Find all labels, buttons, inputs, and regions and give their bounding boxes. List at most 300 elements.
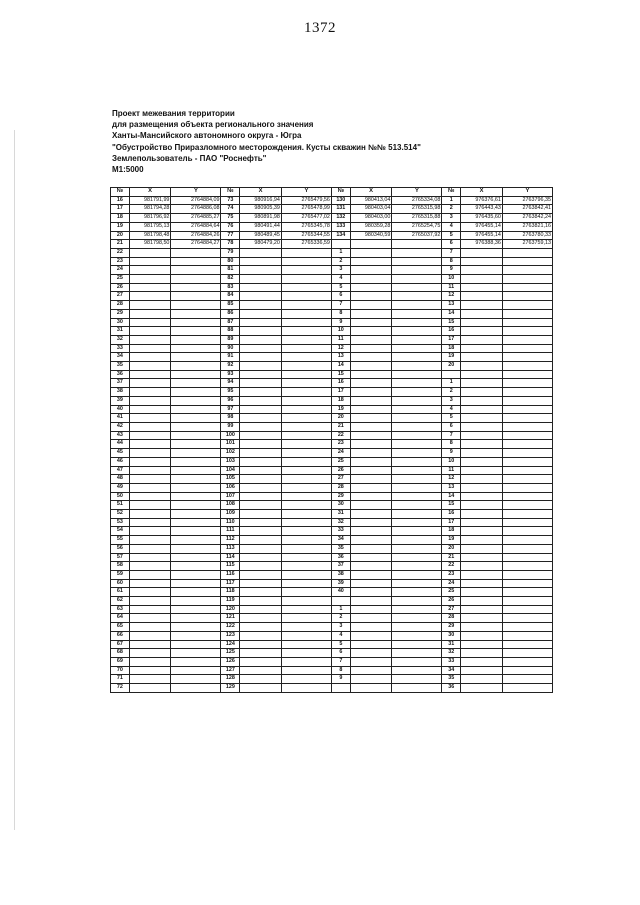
y-coordinate-cell xyxy=(502,466,552,475)
point-number-cell: 64 xyxy=(111,614,130,623)
x-coordinate-cell xyxy=(240,248,282,257)
x-coordinate-cell xyxy=(129,666,171,675)
point-number-cell: 92 xyxy=(221,362,240,371)
y-coordinate-cell xyxy=(392,370,442,379)
table-row xyxy=(111,405,553,414)
y-coordinate-cell: 2765037,92 xyxy=(392,231,442,240)
y-coordinate-cell xyxy=(281,388,331,397)
x-coordinate-cell xyxy=(240,492,282,501)
x-coordinate-cell: 981798,50 xyxy=(129,240,171,249)
x-coordinate-cell xyxy=(129,362,171,371)
x-coordinate-cell: 981796,92 xyxy=(129,214,171,223)
y-coordinate-cell xyxy=(281,431,331,440)
table-row xyxy=(111,475,553,484)
y-coordinate-cell xyxy=(171,527,221,536)
y-coordinate-cell xyxy=(281,483,331,492)
y-coordinate-cell xyxy=(171,510,221,519)
y-coordinate-cell xyxy=(502,248,552,257)
header-line-region: Ханты-Мансийского автономного округа - Югра xyxy=(112,131,302,141)
table-row xyxy=(111,623,553,632)
table-row xyxy=(111,640,553,649)
point-number-cell: 26 xyxy=(111,283,130,292)
x-coordinate-cell xyxy=(461,623,503,632)
point-number-cell: 21 xyxy=(442,553,461,562)
y-coordinate-cell xyxy=(281,414,331,423)
point-number-cell: 7 xyxy=(331,657,350,666)
y-coordinate-cell xyxy=(171,318,221,327)
x-coordinate-cell xyxy=(350,379,392,388)
point-number-cell: 95 xyxy=(221,388,240,397)
y-coordinate-cell xyxy=(171,414,221,423)
point-number-cell: 28 xyxy=(331,483,350,492)
y-coordinate-cell xyxy=(502,492,552,501)
x-coordinate-cell xyxy=(240,579,282,588)
point-number-cell: 51 xyxy=(111,501,130,510)
x-coordinate-cell: 980340,59 xyxy=(350,231,392,240)
point-number-cell: 12 xyxy=(442,475,461,484)
x-coordinate-cell xyxy=(461,657,503,666)
y-coordinate-cell xyxy=(281,640,331,649)
x-coordinate-cell xyxy=(350,579,392,588)
y-coordinate-cell xyxy=(171,588,221,597)
point-number-cell: 100 xyxy=(221,431,240,440)
point-number-cell: 9 xyxy=(331,318,350,327)
point-number-cell: 42 xyxy=(111,422,130,431)
column-header: Y xyxy=(502,188,552,197)
point-number-cell: 52 xyxy=(111,510,130,519)
point-number-cell: 99 xyxy=(221,422,240,431)
column-header: Y xyxy=(171,188,221,197)
point-number-cell: 126 xyxy=(221,657,240,666)
x-coordinate-cell xyxy=(461,422,503,431)
table-row xyxy=(111,614,553,623)
point-number-cell: 131 xyxy=(331,205,350,214)
y-coordinate-cell xyxy=(171,553,221,562)
y-coordinate-cell xyxy=(392,449,442,458)
point-number-cell: 127 xyxy=(221,666,240,675)
x-coordinate-cell xyxy=(129,631,171,640)
x-coordinate-cell xyxy=(240,527,282,536)
header-line-scale: М1:5000 xyxy=(112,165,144,175)
point-number-cell: 80 xyxy=(221,257,240,266)
x-coordinate-cell xyxy=(350,605,392,614)
x-coordinate-cell xyxy=(240,335,282,344)
y-coordinate-cell xyxy=(281,292,331,301)
x-coordinate-cell xyxy=(240,457,282,466)
point-number-cell: 40 xyxy=(111,405,130,414)
x-coordinate-cell xyxy=(129,388,171,397)
point-number-cell: 86 xyxy=(221,309,240,318)
point-number-cell: 67 xyxy=(111,640,130,649)
point-number-cell: 18 xyxy=(442,527,461,536)
table-row xyxy=(111,675,553,684)
x-coordinate-cell xyxy=(461,335,503,344)
x-coordinate-cell xyxy=(461,544,503,553)
x-coordinate-cell xyxy=(240,597,282,606)
y-coordinate-cell xyxy=(281,536,331,545)
point-number-cell: 28 xyxy=(442,614,461,623)
y-coordinate-cell xyxy=(171,684,221,693)
y-coordinate-cell xyxy=(392,388,442,397)
x-coordinate-cell xyxy=(350,257,392,266)
y-coordinate-cell xyxy=(392,527,442,536)
y-coordinate-cell xyxy=(171,666,221,675)
point-number-cell: 108 xyxy=(221,501,240,510)
y-coordinate-cell xyxy=(392,597,442,606)
column-header: X xyxy=(461,188,503,197)
point-number-cell: 34 xyxy=(442,666,461,675)
x-coordinate-cell xyxy=(240,544,282,553)
y-coordinate-cell xyxy=(281,657,331,666)
point-number-cell: 32 xyxy=(442,649,461,658)
point-number-cell: 63 xyxy=(111,605,130,614)
point-number-cell: 2 xyxy=(442,388,461,397)
y-coordinate-cell xyxy=(171,623,221,632)
point-number-cell: 38 xyxy=(331,570,350,579)
point-number-cell: 62 xyxy=(111,597,130,606)
y-coordinate-cell xyxy=(171,362,221,371)
point-number-cell: 20 xyxy=(442,544,461,553)
y-coordinate-cell xyxy=(171,388,221,397)
x-coordinate-cell xyxy=(461,518,503,527)
point-number-cell: 32 xyxy=(111,335,130,344)
x-coordinate-cell xyxy=(129,457,171,466)
y-coordinate-cell xyxy=(502,405,552,414)
y-coordinate-cell xyxy=(392,675,442,684)
x-coordinate-cell xyxy=(350,422,392,431)
x-coordinate-cell xyxy=(461,266,503,275)
y-coordinate-cell xyxy=(281,631,331,640)
x-coordinate-cell xyxy=(240,570,282,579)
x-coordinate-cell xyxy=(461,666,503,675)
x-coordinate-cell xyxy=(461,414,503,423)
x-coordinate-cell xyxy=(129,544,171,553)
x-coordinate-cell xyxy=(129,553,171,562)
y-coordinate-cell xyxy=(281,457,331,466)
point-number-cell: 109 xyxy=(221,510,240,519)
point-number-cell: 2 xyxy=(331,614,350,623)
x-coordinate-cell xyxy=(350,657,392,666)
x-coordinate-cell xyxy=(461,457,503,466)
x-coordinate-cell xyxy=(350,457,392,466)
x-coordinate-cell: 980916,94 xyxy=(240,196,282,205)
table-row xyxy=(111,283,553,292)
y-coordinate-cell xyxy=(281,449,331,458)
x-coordinate-cell xyxy=(240,309,282,318)
x-coordinate-cell: 981791,99 xyxy=(129,196,171,205)
x-coordinate-cell xyxy=(350,510,392,519)
point-number-cell: 14 xyxy=(442,309,461,318)
y-coordinate-cell xyxy=(171,449,221,458)
point-number-cell: 22 xyxy=(442,562,461,571)
point-number-cell: 2 xyxy=(442,205,461,214)
x-coordinate-cell xyxy=(129,318,171,327)
point-number-cell: 22 xyxy=(331,431,350,440)
point-number-cell: 111 xyxy=(221,527,240,536)
y-coordinate-cell xyxy=(171,440,221,449)
x-coordinate-cell xyxy=(129,675,171,684)
y-coordinate-cell: 2764886,08 xyxy=(171,205,221,214)
x-coordinate-cell xyxy=(240,388,282,397)
table-row xyxy=(111,275,553,284)
y-coordinate-cell xyxy=(171,675,221,684)
y-coordinate-cell xyxy=(171,475,221,484)
y-coordinate-cell: 2763842,24 xyxy=(502,214,552,223)
x-coordinate-cell xyxy=(350,475,392,484)
point-number-cell: 19 xyxy=(442,353,461,362)
y-coordinate-cell xyxy=(502,370,552,379)
y-coordinate-cell xyxy=(171,353,221,362)
x-coordinate-cell xyxy=(129,640,171,649)
y-coordinate-cell xyxy=(392,257,442,266)
table-row xyxy=(111,588,553,597)
y-coordinate-cell xyxy=(171,344,221,353)
y-coordinate-cell xyxy=(392,562,442,571)
x-coordinate-cell xyxy=(350,362,392,371)
y-coordinate-cell xyxy=(171,657,221,666)
x-coordinate-cell xyxy=(129,466,171,475)
y-coordinate-cell xyxy=(171,614,221,623)
y-coordinate-cell xyxy=(392,553,442,562)
point-number-cell: 130 xyxy=(331,196,350,205)
point-number-cell: 47 xyxy=(111,466,130,475)
column-header: X xyxy=(129,188,171,197)
point-number-cell: 33 xyxy=(442,657,461,666)
point-number-cell: 17 xyxy=(442,335,461,344)
x-coordinate-cell xyxy=(350,353,392,362)
y-coordinate-cell xyxy=(502,309,552,318)
x-coordinate-cell xyxy=(129,292,171,301)
y-coordinate-cell xyxy=(502,510,552,519)
point-number-cell: 104 xyxy=(221,466,240,475)
point-number-cell: 6 xyxy=(442,422,461,431)
x-coordinate-cell xyxy=(350,536,392,545)
point-number-cell: 30 xyxy=(111,318,130,327)
point-number-cell: 8 xyxy=(331,309,350,318)
x-coordinate-cell xyxy=(461,396,503,405)
y-coordinate-cell xyxy=(281,353,331,362)
x-coordinate-cell xyxy=(461,283,503,292)
x-coordinate-cell xyxy=(129,301,171,310)
y-coordinate-cell xyxy=(502,344,552,353)
point-number-cell: 89 xyxy=(221,335,240,344)
x-coordinate-cell xyxy=(350,388,392,397)
x-coordinate-cell: 976435,60 xyxy=(461,214,503,223)
x-coordinate-cell xyxy=(129,475,171,484)
table-row xyxy=(111,440,553,449)
y-coordinate-cell: 2765479,56 xyxy=(281,196,331,205)
x-coordinate-cell xyxy=(461,579,503,588)
y-coordinate-cell xyxy=(171,640,221,649)
x-coordinate-cell xyxy=(350,301,392,310)
x-coordinate-cell xyxy=(461,301,503,310)
point-number-cell: 11 xyxy=(442,283,461,292)
x-coordinate-cell xyxy=(350,623,392,632)
y-coordinate-cell xyxy=(392,344,442,353)
point-number-cell: 3 xyxy=(331,266,350,275)
point-number-cell: 9 xyxy=(442,266,461,275)
point-number-cell: 23 xyxy=(442,570,461,579)
x-coordinate-cell xyxy=(240,640,282,649)
y-coordinate-cell xyxy=(281,327,331,336)
point-number-cell: 9 xyxy=(442,449,461,458)
x-coordinate-cell xyxy=(129,536,171,545)
y-coordinate-cell xyxy=(171,422,221,431)
column-header: X xyxy=(350,188,392,197)
x-coordinate-cell xyxy=(461,631,503,640)
point-number-cell: 7 xyxy=(442,248,461,257)
point-number-cell: 50 xyxy=(111,492,130,501)
x-coordinate-cell xyxy=(350,449,392,458)
table-row xyxy=(111,579,553,588)
y-coordinate-cell xyxy=(392,518,442,527)
point-number-cell: 88 xyxy=(221,327,240,336)
x-coordinate-cell xyxy=(240,466,282,475)
y-coordinate-cell: 2763821,16 xyxy=(502,222,552,231)
point-number-cell: 26 xyxy=(331,466,350,475)
y-coordinate-cell xyxy=(171,457,221,466)
x-coordinate-cell xyxy=(240,275,282,284)
point-number-cell: 121 xyxy=(221,614,240,623)
x-coordinate-cell xyxy=(350,466,392,475)
x-coordinate-cell xyxy=(129,370,171,379)
point-number-cell: 59 xyxy=(111,570,130,579)
x-coordinate-cell xyxy=(240,257,282,266)
point-number-cell: 8 xyxy=(331,666,350,675)
point-number-cell: 74 xyxy=(221,205,240,214)
x-coordinate-cell xyxy=(350,327,392,336)
point-number-cell: 98 xyxy=(221,414,240,423)
y-coordinate-cell xyxy=(281,318,331,327)
table-row xyxy=(111,362,553,371)
x-coordinate-cell xyxy=(129,257,171,266)
x-coordinate-cell xyxy=(461,379,503,388)
table-row xyxy=(111,353,553,362)
y-coordinate-cell xyxy=(281,466,331,475)
x-coordinate-cell xyxy=(350,640,392,649)
point-number-cell: 1 xyxy=(331,248,350,257)
point-number-cell xyxy=(331,684,350,693)
point-number-cell: 27 xyxy=(331,475,350,484)
y-coordinate-cell xyxy=(502,327,552,336)
point-number-cell: 39 xyxy=(331,579,350,588)
y-coordinate-cell xyxy=(281,379,331,388)
point-number-cell: 97 xyxy=(221,405,240,414)
y-coordinate-cell xyxy=(171,605,221,614)
x-coordinate-cell xyxy=(461,483,503,492)
x-coordinate-cell xyxy=(350,501,392,510)
table-row xyxy=(111,292,553,301)
column-header: X xyxy=(240,188,282,197)
point-number-cell: 23 xyxy=(111,257,130,266)
y-coordinate-cell xyxy=(502,440,552,449)
y-coordinate-cell xyxy=(502,414,552,423)
x-coordinate-cell xyxy=(350,266,392,275)
y-coordinate-cell xyxy=(392,588,442,597)
point-number-cell: 105 xyxy=(221,475,240,484)
x-coordinate-cell xyxy=(240,370,282,379)
x-coordinate-cell xyxy=(129,510,171,519)
point-number-cell: 3 xyxy=(442,214,461,223)
point-number-cell: 13 xyxy=(442,483,461,492)
y-coordinate-cell xyxy=(502,292,552,301)
y-coordinate-cell xyxy=(171,579,221,588)
y-coordinate-cell xyxy=(392,440,442,449)
point-number-cell: 30 xyxy=(442,631,461,640)
column-header: № xyxy=(331,188,350,197)
y-coordinate-cell xyxy=(502,396,552,405)
x-coordinate-cell xyxy=(461,362,503,371)
y-coordinate-cell xyxy=(392,579,442,588)
x-coordinate-cell xyxy=(129,309,171,318)
y-coordinate-cell xyxy=(392,240,442,249)
table-row xyxy=(111,422,553,431)
point-number-cell: 26 xyxy=(442,597,461,606)
point-number-cell: 19 xyxy=(111,222,130,231)
point-number-cell: 79 xyxy=(221,248,240,257)
table-row xyxy=(111,553,553,562)
point-number-cell: 5 xyxy=(331,283,350,292)
y-coordinate-cell xyxy=(281,405,331,414)
y-coordinate-cell xyxy=(392,266,442,275)
x-coordinate-cell: 976376,61 xyxy=(461,196,503,205)
y-coordinate-cell xyxy=(281,605,331,614)
x-coordinate-cell xyxy=(461,562,503,571)
table-row xyxy=(111,266,553,275)
point-number-cell: 125 xyxy=(221,649,240,658)
x-coordinate-cell xyxy=(129,657,171,666)
point-number-cell: 34 xyxy=(111,353,130,362)
point-number-cell: 4 xyxy=(331,275,350,284)
x-coordinate-cell xyxy=(129,527,171,536)
y-coordinate-cell xyxy=(502,283,552,292)
x-coordinate-cell xyxy=(129,275,171,284)
point-number-cell: 3 xyxy=(442,396,461,405)
y-coordinate-cell xyxy=(281,301,331,310)
x-coordinate-cell xyxy=(461,510,503,519)
y-coordinate-cell xyxy=(171,266,221,275)
header-line-land-user: Землепользователь - ПАО "Роснефть" xyxy=(112,153,267,163)
y-coordinate-cell xyxy=(281,588,331,597)
point-number-cell: 12 xyxy=(331,344,350,353)
y-coordinate-cell: 2765334,08 xyxy=(392,196,442,205)
y-coordinate-cell xyxy=(392,327,442,336)
point-number-cell: 11 xyxy=(442,466,461,475)
point-number-cell: 5 xyxy=(442,414,461,423)
y-coordinate-cell xyxy=(392,283,442,292)
y-coordinate-cell xyxy=(281,248,331,257)
y-coordinate-cell: 2765315,88 xyxy=(392,214,442,223)
x-coordinate-cell xyxy=(461,248,503,257)
x-coordinate-cell xyxy=(350,614,392,623)
y-coordinate-cell xyxy=(171,301,221,310)
y-coordinate-cell xyxy=(392,510,442,519)
x-coordinate-cell xyxy=(129,614,171,623)
y-coordinate-cell xyxy=(502,518,552,527)
point-number-cell: 4 xyxy=(331,631,350,640)
point-number-cell: 11 xyxy=(331,335,350,344)
column-header: Y xyxy=(281,188,331,197)
x-coordinate-cell xyxy=(350,248,392,257)
y-coordinate-cell xyxy=(171,283,221,292)
y-coordinate-cell xyxy=(392,631,442,640)
y-coordinate-cell: 2765477,02 xyxy=(281,214,331,223)
point-number-cell: 14 xyxy=(331,362,350,371)
point-number-cell: 8 xyxy=(442,440,461,449)
x-coordinate-cell xyxy=(129,483,171,492)
y-coordinate-cell xyxy=(502,657,552,666)
x-coordinate-cell xyxy=(240,301,282,310)
